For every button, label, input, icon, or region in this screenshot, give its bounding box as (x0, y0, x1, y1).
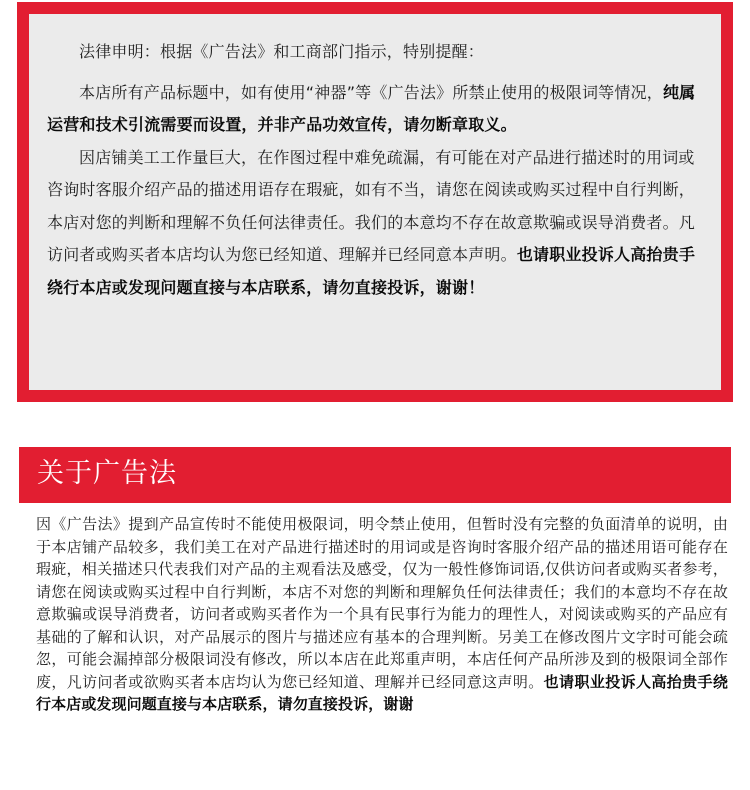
notice-heading: 法律申明：根据《广告法》和工商部门指示，特别提醒： (79, 42, 485, 61)
notice-paragraph-2-emphasis: 也请职业投诉人高抬贵手绕行本店或发现问题直接与本店联系，请勿直接投诉，谢谢！ (47, 245, 696, 297)
advertising-law-header (19, 447, 731, 503)
section-title: 关于广告法 (37, 458, 177, 489)
notice-paragraph-2 (47, 142, 707, 305)
section-body-text: 因《广告法》提到产品宣传时不能使用极限词，明令禁止使用，但暂时没有完整的负面清单的说明，由于本店铺产品较多，我们美工在对产品进行描述时的用词或是咨询时客服介绍产品的描述用语可能存在瑕疵，相关描述只代表我们对产品的主观看法及感受，仅为一般性修饰词语,仅供访问者或购买者参考，请您在阅读或购买过程中自行判断，本店不对您的判断和理解负任何法律责任；我们的本意均不存在故意欺骗或误导消费者，访问者或购买者作为一个具有民事行为能力的理性人，对阅读或购买的产品应有基础的了解和认识，对产品展示的图片与描述应有基本的合理判断。另美工在修改图片文字时可能会疏忽，可能会漏掉部分极限词没有修改，所以本店在此郑重声明，本店任何产品所涉及到的极限词全部作废，凡访问者或欲购买者本店均认为您已经知道、理解并已经同意这声明。 (36, 515, 728, 691)
notice-paragraph-1-emphasis: 纯属运营和技术引流需要而设置，并非产品功效宣传，请勿断章取义。 (47, 82, 696, 134)
notice-paragraph-2-text: 因店铺美工工作量巨大，在作图过程中难免疏漏，有可能在对产品进行描述时的用词或咨询时客服介绍产品的描述用语存在瑕疵，如有不当，请您在阅读或购买过程中自行判断，本店对您的判断和理解不负任何法律责任。我们的本意均不存在故意欺骗或误导消费者。凡访问者或购买者本店均认为您已经知道、理解并已经同意本声明。 (47, 147, 696, 264)
section-body-emphasis: 也请职业投诉人高抬贵手绕行本店或发现问题直接与本店联系，请勿直接投诉，谢谢 (36, 672, 728, 713)
notice-paragraph-1 (47, 77, 707, 142)
legal-notice-box (17, 2, 733, 402)
notice-paragraph-1-text: 本店所有产品标题中，如有使用“神器”等《广告法》所禁止使用的极限词等情况， (79, 82, 663, 102)
advertising-law-body (36, 513, 728, 716)
